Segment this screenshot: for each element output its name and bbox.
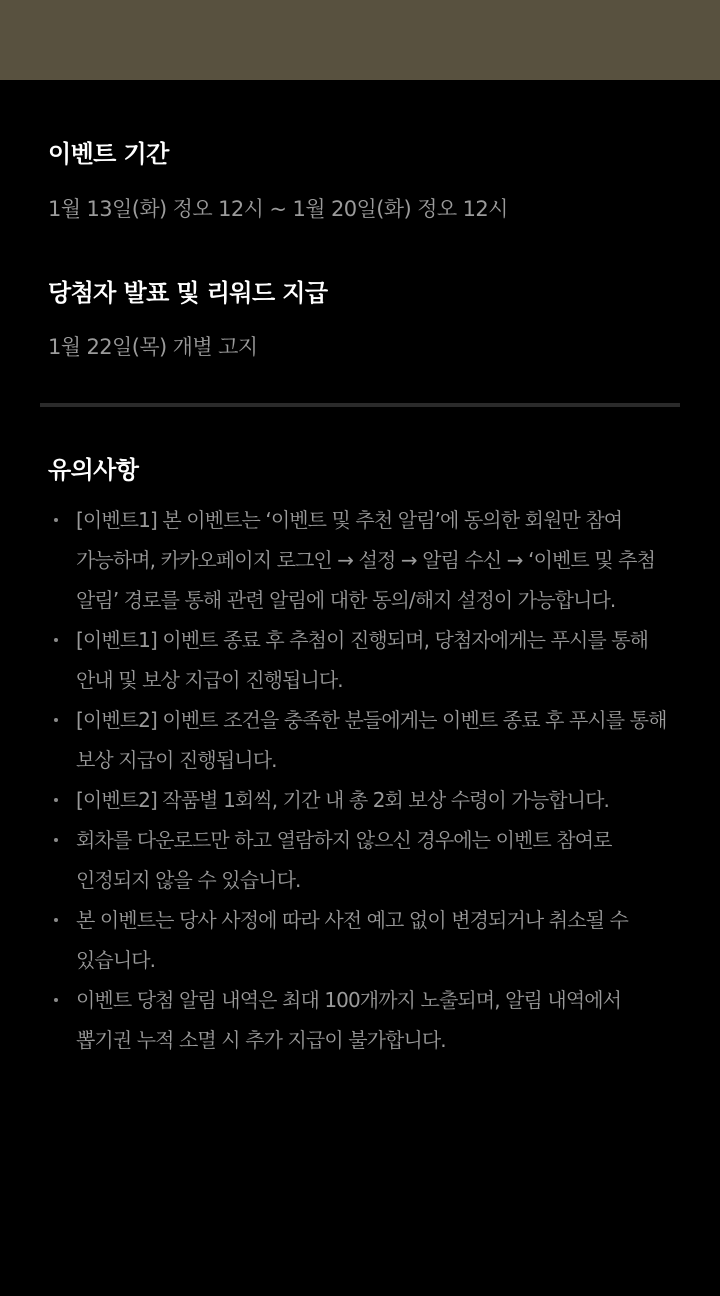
notes-item-text: [이벤트1] 본 이벤트는 ‘이벤트 및 추천 알림’에 동의한 회원만 참여 가능하며, 카카오페이지 로그인 → 설정 → 알림 수신 → ‘이벤트 및 추첨 알림’ 경로를 통해 관련 알림에 대한 동의/해지 설정이 가능합니다. <box>76 508 656 612</box>
bullet-icon <box>54 838 58 842</box>
bullet-icon <box>54 638 58 642</box>
notes-item-text: 회차를 다운로드만 하고 열람하지 않으신 경우에는 이벤트 참여로 인정되지 않을 수 있습니다. <box>76 828 612 892</box>
event-period-title: 이벤트 기간 <box>48 140 169 168</box>
bullet-icon <box>54 998 58 1002</box>
bullet-icon <box>54 798 58 802</box>
notes-list <box>48 500 668 1060</box>
section-divider <box>40 403 680 407</box>
bullet-icon <box>54 518 58 522</box>
notes-item-text: 본 이벤트는 당사 사정에 따라 사전 예고 없이 변경되거나 취소될 수 있습니다. <box>76 908 628 972</box>
notes-list-item <box>48 980 668 1060</box>
notes-list-item <box>48 500 668 620</box>
notes-item-text: [이벤트1] 이벤트 종료 후 추첨이 진행되며, 당첨자에게는 푸시를 통해 안내 및 보상 지급이 진행됩니다. <box>76 628 649 692</box>
top-banner-band <box>0 0 720 80</box>
notes-list-item <box>48 900 668 980</box>
notes-list-item <box>48 700 668 780</box>
bullet-icon <box>54 918 58 922</box>
bullet-icon <box>54 718 58 722</box>
winner-announcement-text: 1월 22일(목) 개별 고지 <box>48 335 258 359</box>
notes-title: 유의사항 <box>48 456 139 484</box>
notes-list-item <box>48 820 668 900</box>
notes-list-item <box>48 780 668 820</box>
event-period-text: 1월 13일(화) 정오 12시 ~ 1월 20일(화) 정오 12시 <box>48 197 508 221</box>
notes-item-text: [이벤트2] 작품별 1회씩, 기간 내 총 2회 보상 수령이 가능합니다. <box>76 788 609 812</box>
notes-item-text: [이벤트2] 이벤트 조건을 충족한 분들에게는 이벤트 종료 후 푸시를 통해 보상 지급이 진행됩니다. <box>76 708 667 772</box>
notes-item-text: 이벤트 당첨 알림 내역은 최대 100개까지 노출되며, 알림 내역에서 뽑기권 누적 소멸 시 추가 지급이 불가합니다. <box>76 988 622 1052</box>
winner-announcement-title: 당첨자 발표 및 리워드 지급 <box>48 279 328 307</box>
notes-list-item <box>48 620 668 700</box>
